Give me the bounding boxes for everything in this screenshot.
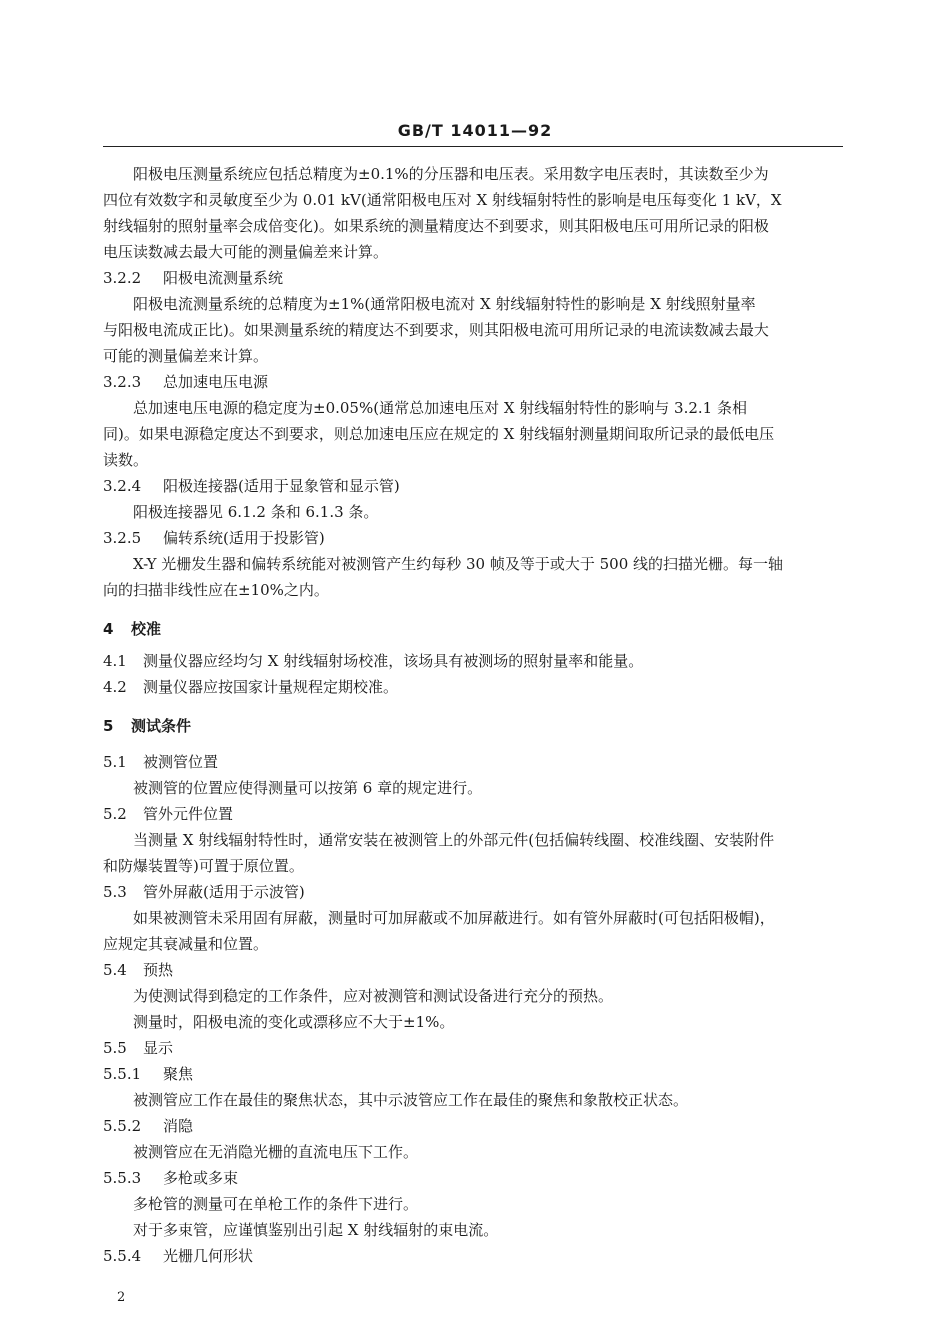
clause-title: 管外元件位置 bbox=[143, 805, 234, 823]
clause-heading bbox=[103, 1116, 848, 1136]
clause-number: 4.2 bbox=[103, 678, 127, 696]
paragraph-line: 阳极电流测量系统的总精度为±1%(通常阳极电流对 X 射线辐射特性的影响是 X 射线照射量率 bbox=[133, 295, 756, 313]
clause-title: 预热 bbox=[143, 961, 174, 979]
clause-text: 测量仪器应按国家计量规程定期校准。 bbox=[143, 678, 399, 696]
clause-heading bbox=[103, 1168, 848, 1188]
paragraph-line: 如果被测管未采用固有屏蔽，测量时可加屏蔽或不加屏蔽进行。如有管外屏蔽时(可包括阳极帽)， bbox=[133, 909, 775, 927]
clause-heading bbox=[103, 1064, 848, 1084]
clause-heading bbox=[103, 476, 848, 496]
paragraph-line: 多枪管的测量可在单枪工作的条件下进行。 bbox=[133, 1195, 419, 1213]
paragraph-line: 和防爆装置等)可置于原位置。 bbox=[103, 857, 304, 875]
clause-text: 测量仪器应经均匀 X 射线辐射场校准，该场具有被测场的照射量率和能量。 bbox=[143, 652, 644, 670]
clause-number: 3.2.3 bbox=[103, 373, 142, 391]
clause-heading bbox=[103, 960, 848, 980]
standard-header: GB/T 14011—92 bbox=[397, 121, 553, 140]
clause-number: 5.5.3 bbox=[103, 1169, 142, 1187]
clause-title: 显示 bbox=[143, 1039, 174, 1057]
clause-line bbox=[103, 651, 848, 671]
clause-title: 阳极电流测量系统 bbox=[163, 269, 284, 287]
clause-number: 5.5.2 bbox=[103, 1117, 142, 1135]
clause-heading bbox=[103, 1038, 848, 1058]
clause-number: 3.2.2 bbox=[103, 269, 142, 287]
clause-heading bbox=[103, 752, 848, 772]
paragraph-line: 射线辐射的照射量率会成倍变化)。如果系统的测量精度达不到要求，则其阳极电压可用所记录的阳极 bbox=[103, 217, 769, 235]
clause-number: 5.1 bbox=[103, 753, 127, 771]
paragraph-line: 为使测试得到稳定的工作条件，应对被测管和测试设备进行充分的预热。 bbox=[133, 987, 614, 1005]
clause-title: 阳极连接器(适用于显象管和显示管) bbox=[163, 477, 400, 495]
clause-title: 被测管位置 bbox=[143, 753, 219, 771]
paragraph-line: 同)。如果电源稳定度达不到要求，则总加速电压应在规定的 X 射线辐射测量期间取所记录的最低电压 bbox=[103, 425, 775, 443]
paragraph-line: 被测管的位置应使得测量可以按第 6 章的规定进行。 bbox=[133, 779, 483, 797]
paragraph-line: X-Y 光栅发生器和偏转系统能对被测管产生约每秒 30 帧及等于或大于 500 线的扫描光栅。每一轴 bbox=[133, 555, 784, 573]
clause-number: 3.2.5 bbox=[103, 529, 142, 547]
clause-title: 管外屏蔽(适用于示波管) bbox=[143, 883, 305, 901]
paragraph-line: 对于多束管，应谨慎鉴别出引起 X 射线辐射的束电流。 bbox=[133, 1221, 499, 1239]
clause-heading bbox=[103, 804, 848, 824]
clause-title: 多枪或多束 bbox=[163, 1169, 239, 1187]
chapter-heading bbox=[103, 619, 848, 639]
paragraph-line: 读数。 bbox=[103, 451, 149, 469]
paragraph-line: 四位有效数字和灵敏度至少为 0.01 kV(通常阳极电压对 X 射线辐射特性的影响是电压每变化 1 kV，X bbox=[103, 191, 782, 209]
clause-number: 5.3 bbox=[103, 883, 127, 901]
header-rule bbox=[103, 146, 843, 147]
clause-number: 5.5.4 bbox=[103, 1247, 142, 1265]
paragraph-line: 被测管应在无消隐光栅的直流电压下工作。 bbox=[133, 1143, 419, 1161]
clause-number: 5.4 bbox=[103, 961, 127, 979]
clause-heading bbox=[103, 268, 848, 288]
clause-number: 5.5 bbox=[103, 1039, 127, 1057]
clause-number: 5.2 bbox=[103, 805, 127, 823]
chapter-title: 校准 bbox=[131, 620, 162, 638]
paragraph-line: 测量时，阳极电流的变化或漂移应不大于±1%。 bbox=[133, 1013, 455, 1031]
clause-title: 光栅几何形状 bbox=[163, 1247, 254, 1265]
paragraph-line: 当测量 X 射线辐射特性时，通常安装在被测管上的外部元件(包括偏转线圈、校准线圈、安装附件 bbox=[133, 831, 775, 849]
paragraph-line: 被测管应工作在最佳的聚焦状态，其中示波管应工作在最佳的聚焦和象散校正状态。 bbox=[133, 1091, 689, 1109]
clause-heading bbox=[103, 372, 848, 392]
paragraph-line: 可能的测量偏差来计算。 bbox=[103, 347, 269, 365]
clause-title: 偏转系统(适用于投影管) bbox=[163, 529, 325, 547]
clause-number: 5.5.1 bbox=[103, 1065, 142, 1083]
paragraph-line: 总加速电压电源的稳定度为±0.05%(通常总加速电压对 X 射线辐射特性的影响与 3.2.1 条相 bbox=[133, 399, 747, 417]
chapter-heading bbox=[103, 716, 848, 736]
clause-title: 聚焦 bbox=[163, 1065, 194, 1083]
clause-heading bbox=[103, 1246, 848, 1266]
chapter-number: 5 bbox=[103, 717, 114, 735]
clause-number: 4.1 bbox=[103, 652, 127, 670]
clause-heading bbox=[103, 528, 848, 548]
clause-line bbox=[103, 677, 848, 697]
chapter-title: 测试条件 bbox=[131, 717, 192, 735]
paragraph-line: 与阳极电流成正比)。如果测量系统的精度达不到要求，则其阳极电流可用所记录的电流读数减去最大 bbox=[103, 321, 769, 339]
clause-number: 3.2.4 bbox=[103, 477, 142, 495]
page-number: 2 bbox=[117, 1290, 126, 1305]
chapter-number: 4 bbox=[103, 620, 114, 638]
paragraph-line: 阳极连接器见 6.1.2 条和 6.1.3 条。 bbox=[133, 503, 379, 521]
clause-title: 消隐 bbox=[163, 1117, 194, 1135]
paragraph-line: 电压读数减去最大可能的测量偏差来计算。 bbox=[103, 243, 389, 261]
paragraph-line: 应规定其衰减量和位置。 bbox=[103, 935, 269, 953]
paragraph-line: 阳极电压测量系统应包括总精度为±0.1%的分压器和电压表。采用数字电压表时，其读数至少为 bbox=[133, 165, 769, 183]
paragraph-line: 向的扫描非线性应在±10%之内。 bbox=[103, 581, 329, 599]
clause-title: 总加速电压电源 bbox=[163, 373, 269, 391]
clause-heading bbox=[103, 882, 848, 902]
